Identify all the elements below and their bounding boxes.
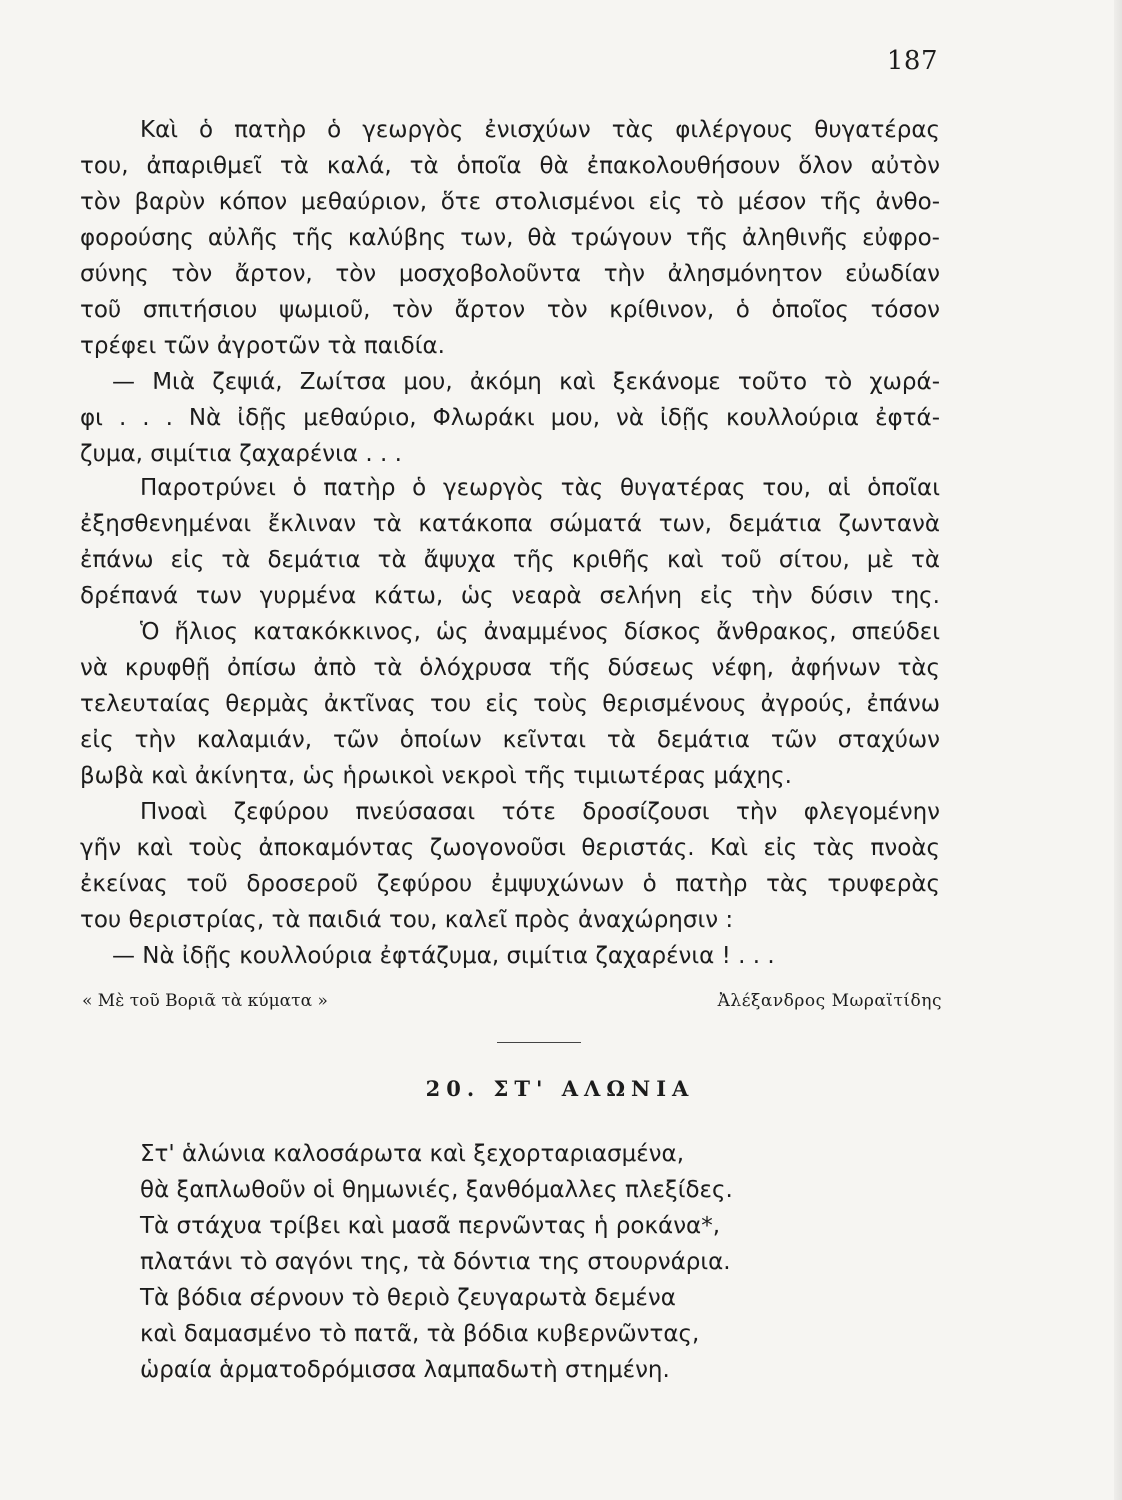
- poem-line: καὶ δαμασμένο τὸ πατᾶ, τὰ βόδια κυβερνῶντας,: [140, 1321, 700, 1347]
- text-line: Πνοαὶ ζεφύρου πνεύσασαι τότε δροσίζουσι τὴν φλεγομένην: [140, 799, 940, 825]
- poem-line: Τὰ στάχυα τρίβει καὶ μασᾶ περνῶντας ἡ ροκάνα*,: [140, 1213, 721, 1239]
- dialogue-line: — Νὰ ἰδῇς κουλλούρια ἐφτάζυμα, σιμίτια ζαχαρένια ! . . .: [112, 943, 775, 969]
- source-title: « Μὲ τοῦ Βοριᾶ τὰ κύματα »: [82, 991, 328, 1011]
- text-line: τὸν βαρὺν κόπον μεθαύριον, ὅτε στολισμένοι εἰς τὸ μέσον τῆς ἀνθο-: [80, 189, 940, 215]
- text-line: δρέπανά των γυρμένα κάτω, ὡς νεαρὰ σελήνη εἰς τὴν δύσιν της.: [80, 583, 940, 609]
- text-line: Ὁ ἥλιος κατακόκκινος, ὡς ἀναμμένος δίσκος ἄνθρακος, σπεύδει: [140, 619, 940, 645]
- poem-line: θὰ ξαπλωθοῦν οἱ θημωνιές, ξανθόμαλλες πλεξίδες.: [140, 1177, 733, 1203]
- section-divider: [497, 1042, 581, 1043]
- attribution: [82, 986, 942, 1016]
- text-line: τοῦ σπιτήσιου ψωμιοῦ, τὸν ἄρτον τὸν κρίθινον, ὁ ὁποῖος τόσον: [80, 297, 940, 323]
- text-line: εἰς τὴν καλαμιάν, τῶν ὁποίων κεῖνται τὰ δεμάτια τῶν σταχύων: [80, 727, 940, 753]
- text-line: ἐπάνω εἰς τὰ δεμάτια τὰ ἄψυχα τῆς κριθῆς καὶ τοῦ σίτου, μὲ τὰ: [80, 547, 940, 573]
- text-line: σύνης τὸν ἄρτον, τὸν μοσχοβολοῦντα τὴν ἀλησμόνητον εὐωδίαν: [80, 261, 940, 287]
- text-line: βωβὰ καὶ ἀκίνητα, ὡς ἡρωικοὶ νεκροὶ τῆς τιμιωτέρας μάχης.: [80, 763, 792, 789]
- page-edge: [1114, 0, 1122, 1500]
- text-line: Παροτρύνει ὁ πατὴρ ὁ γεωργὸς τὰς θυγατέρας του, αἱ ὁποῖαι: [140, 475, 940, 501]
- text-line: του θεριστρίας, τὰ παιδιά του, καλεῖ πρὸς ἀναχώρησιν :: [80, 907, 734, 933]
- poem-line: ὡραία ἁρματοδρόμισσα λαμπαδωτὴ στημένη.: [140, 1357, 670, 1383]
- dialogue-line: — Μιὰ ζεψιά, Ζωίτσα μου, ἀκόμη καὶ ξεκάνομε τοῦτο τὸ χωρά-: [112, 369, 940, 395]
- text-line: Καὶ ὁ πατὴρ ὁ γεωργὸς ἐνισχύων τὰς φιλέργους θυγατέρας: [140, 117, 940, 143]
- text-line: γῆν καὶ τοὺς ἀποκαμόντας ζωογονοῦσι θεριστάς. Καὶ εἰς τὰς πνοὰς: [80, 835, 940, 861]
- poem-line: Τὰ βόδια σέρνουν τὸ θεριὸ ζευγαρωτὰ δεμένα: [140, 1285, 676, 1311]
- dialogue-line: φι . . . Νὰ ἰδῇς μεθαύριο, Φλωράκι μου, νὰ ἰδῇς κουλλούρια ἐφτά-: [80, 405, 940, 431]
- text-line: νὰ κρυφθῇ ὀπίσω ἀπὸ τὰ ὁλόχρυσα τῆς δύσεως νέφη, ἀφήνων τὰς: [80, 655, 940, 681]
- author-name: Ἀλέξανδρος Μωραϊτίδης: [717, 991, 942, 1011]
- text-line: τρέφει τῶν ἀγροτῶν τὰ παιδία.: [80, 333, 445, 359]
- text-line: του, ἀπαριθμεῖ τὰ καλά, τὰ ὁποῖα θὰ ἐπακολουθήσουν ὅλον αὐτὸν: [80, 153, 940, 179]
- text-line: ἐκείνας τοῦ δροσεροῦ ζεφύρου ἐμψυχώνων ὁ πατὴρ τὰς τρυφερὰς: [80, 871, 940, 897]
- text-line: φορούσης αὐλῆς τῆς καλύβης των, θὰ τρώγουν τῆς ἀληθινῆς εὐφρο-: [80, 225, 940, 251]
- poem-line: πλατάνι τὸ σαγόνι της, τὰ δόντια της στουρνάρια.: [140, 1249, 731, 1275]
- page-number: 187: [886, 46, 938, 76]
- poem-line: Στ' ἁλώνια καλοσάρωτα καὶ ξεχορταριασμένα,: [140, 1141, 685, 1167]
- text-line: τελευταίας θερμὰς ἀκτῖνας του εἰς τοὺς θερισμένους ἀγρούς, ἐπάνω: [80, 691, 940, 717]
- poem-title: 20. ΣΤ' ΑΛΩΝΙΑ: [425, 1076, 695, 1101]
- text-line: ἐξησθενημέναι ἔκλιναν τὰ κατάκοπα σώματά των, δεμάτια ζωντανὰ: [80, 511, 940, 537]
- dialogue-line: ζυμα, σιμίτια ζαχαρένια . . .: [80, 441, 402, 467]
